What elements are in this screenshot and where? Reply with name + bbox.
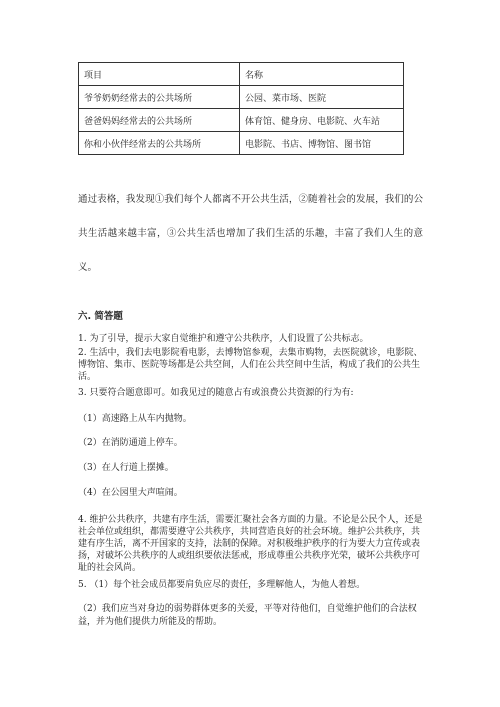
answer-2: 2. 生活中，我们去电影院看电影，去博物馆参观，去集市购物，去医院就诊，电影院、博物馆、集市、医院等场都是公共空间，人们在公共空间中生活，构成了我们的公共生活。	[78, 348, 423, 382]
answer-3-item: （4）在公园里大声喧闹。	[78, 488, 183, 498]
answer-4: 4. 维护公共秩序，共建有序生活，需要汇聚社会各方面的力量。不论是公民个人，还是社会单位或组织，都需要遵守公共秩序，共同营造良好的社会环境。维护公共秩序，共建有序生活，离不开国家的支持，法制的保障。对积极维护秩序的行为要大力宣传或表扬，对破坏公共秩序的人或组织要依法惩戒，形成尊重公共秩序光荣，破坏公共秩序可耻的社会风尚。	[78, 515, 423, 573]
public-places-table	[78, 62, 404, 155]
table-cell: 爷爷奶奶经常去的公共场所	[79, 86, 240, 109]
section-title: 六. 简答题	[78, 311, 123, 322]
answer-1: 1. 为了引导，提示大家自觉维护和遵守公共秩序，人们设置了公共标志。	[78, 334, 369, 344]
table-header-row	[79, 63, 404, 86]
table-cell: 你和小伙伴经常去的公共场所	[79, 132, 240, 155]
answer-5-part-1: 5. （1）每个社会成员都要肩负应尽的责任，多理解他人，为他人着想。	[78, 580, 366, 590]
answer-5-part-2: （2）我们应当对身边的弱势群体更多的关爱，平等对待他们，自觉维护他们的合法权益，并为他们提供力所能及的帮助。	[78, 604, 417, 627]
table-row	[79, 132, 404, 155]
answer-3-item: （1）高速路上从车内抛物。	[78, 414, 192, 424]
summary-paragraph: 通过表格，我发现①我们每个人都离不开公共生活，②随着社会的发展，我们的公共生活越来越丰富，③公共生活也增加了我们生活的乐趣，丰富了我们人生的意义。	[78, 194, 423, 273]
table-cell: 爸爸妈妈经常去的公共场所	[79, 109, 240, 132]
answer-3-item: （3）在人行道上摆摊。	[78, 463, 174, 473]
table-cell: 电影院、书店、博物馆、图书馆	[240, 132, 404, 155]
table-header-cell: 名称	[240, 63, 404, 86]
table-header-cell: 项目	[79, 63, 240, 86]
answer-3: 3. 只要符合题意即可。如我见过的随意占有或浪费公共资源的行为有:	[78, 388, 354, 398]
table-row	[79, 109, 404, 132]
table-cell: 公园、菜市场、医院	[240, 86, 404, 109]
table-cell: 体育馆、健身房、电影院、火车站	[240, 109, 404, 132]
table-row	[79, 86, 404, 109]
answer-3-item: （2）在消防通道上停车。	[78, 438, 183, 448]
